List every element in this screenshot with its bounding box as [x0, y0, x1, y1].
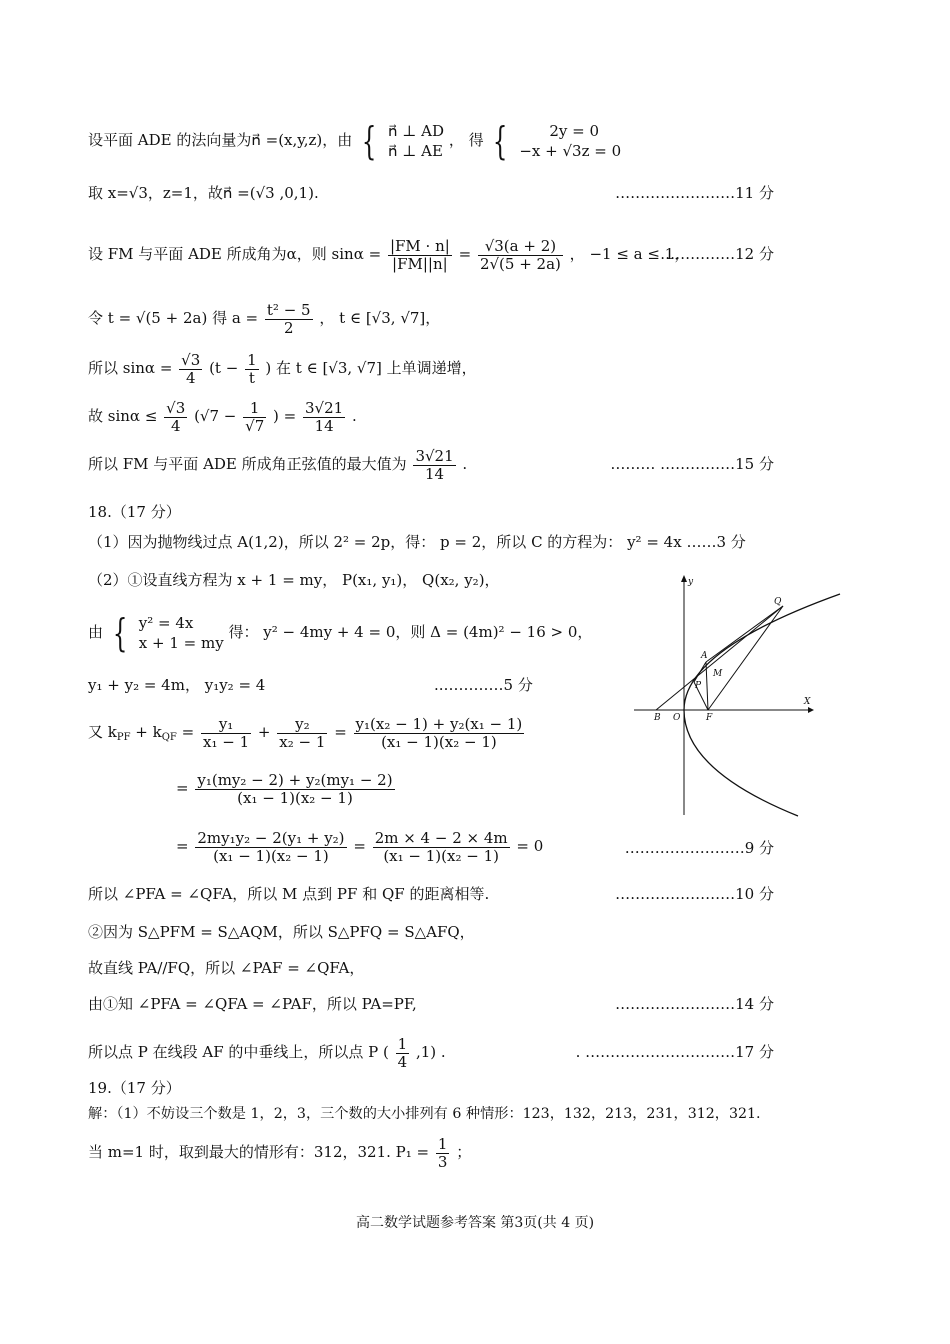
points-14: ……………………14 分: [615, 995, 774, 1013]
label-y: y: [688, 577, 694, 587]
frac-sqrt3-4-den: 4: [185, 368, 196, 387]
points-11: ……………………11 分: [615, 184, 774, 202]
frac-s3a: [195, 830, 346, 865]
frac-k3-den: (x₁ − 1)(x₂ − 1): [381, 732, 497, 751]
bound-line: [88, 394, 357, 438]
frac-max-den: 14: [424, 464, 445, 483]
sub-qf: QF: [161, 732, 177, 743]
pa-pf-line: 由①知 ∠PFA = ∠QFA = ∠PAF，所以 PA=PF,: [88, 995, 417, 1013]
eq-zero: = 0: [516, 837, 544, 855]
frac-third: [436, 1136, 450, 1171]
k-text: 又 k: [88, 723, 117, 741]
frac-1-t: [245, 352, 259, 387]
q18-brace: {: [112, 611, 128, 655]
frac-third-num: 1: [437, 1134, 448, 1153]
parallel-line: 故直线 PA//FQ，所以 ∠PAF = ∠QFA，: [88, 959, 365, 977]
frac-k1-num: y₁: [201, 716, 251, 734]
frac-b3-num: 3√21: [305, 398, 344, 417]
points-10: ……………………10 分: [615, 885, 774, 903]
let-t-text: 令 t = √(5 + 2a) 得 a =: [88, 309, 259, 327]
eq-sign: =: [181, 723, 195, 741]
take-x-line: [88, 183, 319, 203]
t-range-text: ， t ∈ [√3, √7]，: [319, 309, 441, 327]
perp-eq-1: n⃗ ⊥ AD: [388, 122, 445, 140]
frac-max-num: 3√21: [415, 446, 454, 465]
normal-vector-text: 设平面 ADE 的法向量为n⃗ =(x,y,z)，由: [88, 131, 353, 149]
frac-s3a-num: 2my₁y₂ − 2(y₁ + y₂): [197, 828, 345, 847]
system-brace: {: [361, 119, 377, 163]
frac-k2: [277, 716, 327, 751]
frac-s3b-num: 2m × 4 − 2 × 4m: [374, 828, 508, 847]
frac-s2-den: (x₁ − 1)(x₂ − 1): [237, 788, 353, 807]
slope-step3-line: [176, 824, 543, 868]
frac-b2: [243, 400, 266, 435]
q18-system: [139, 613, 224, 653]
equals: =: [458, 245, 472, 263]
q19-part1: 解：（1）不妨设三个数是 1，2，3，三个数的大小排列有 6 种情形：123，132，213，231，312，321.: [88, 1106, 761, 1122]
points-3: ……3 分: [686, 533, 746, 551]
q18-part1: [88, 532, 746, 552]
frac-k1: [201, 716, 251, 751]
parabola-figure: [628, 570, 848, 820]
increasing-line: [88, 346, 477, 390]
slope-sum-line: [88, 710, 526, 754]
frac-max: [413, 448, 455, 483]
so-sin-text: 所以 sinα =: [88, 359, 173, 377]
frac-1-t-den: t: [248, 368, 255, 387]
eq-sign-5: =: [353, 837, 366, 855]
bound-text: 故 sinα ≤: [88, 407, 158, 425]
frac-sqrt3-num: √3(a + 2): [478, 238, 563, 256]
normal-vector-line: [88, 118, 621, 162]
eq-sign-4: =: [176, 837, 189, 855]
system-brace-2: {: [493, 119, 508, 163]
q19-m1-line: [88, 1130, 471, 1174]
frac-t2: [265, 302, 313, 337]
frac-sqrt3-4-num: √3: [181, 350, 201, 369]
line-fa: [706, 662, 708, 710]
label-a: A: [701, 651, 708, 661]
increasing-text: ) 在 t ∈ [√3, √7] 上单调递增，: [265, 359, 477, 377]
label-m: M: [713, 669, 723, 679]
points-12: ……………12 分: [660, 245, 774, 263]
frac-s2: [195, 772, 394, 807]
perp-system: [388, 121, 444, 161]
frac-sqrt3: [478, 238, 563, 273]
frac-b1-num: √3: [166, 398, 186, 417]
frac-b2-num: 1: [243, 400, 266, 418]
label-q: Q: [774, 597, 782, 607]
vieta-line: y₁ + y₂ = 4m， y₁y₂ = 4: [88, 676, 266, 694]
eq-2: −x + √3z = 0: [519, 142, 622, 160]
frac-1-t-num: 1: [247, 350, 257, 369]
label-b: B: [654, 713, 661, 723]
point-p-line: [88, 1030, 446, 1074]
eq-1: 2y = 0: [549, 122, 600, 140]
plus: +: [257, 723, 271, 741]
frac-k3-num: y₁(x₂ − 1) + y₂(x₁ − 1): [355, 714, 523, 733]
range-text: ， −1 ≤ a ≤ 1，: [569, 245, 690, 263]
q18-heading: 18.（17 分）: [88, 503, 181, 521]
close-eq: ) =: [273, 407, 297, 425]
frac-k1-den: x₁ − 1: [203, 732, 250, 751]
sin-alpha-text: 设 FM 与平面 ADE 所成角为α，则 sinα =: [88, 245, 382, 263]
frac-k3: [354, 716, 525, 751]
frac-fm-n: [388, 238, 452, 273]
perp-eq-2: n⃗ ⊥ AE: [388, 142, 443, 160]
angle-equal-line: 所以 ∠PFA = ∠QFA，所以 M 点到 PF 和 QF 的距离相等.: [88, 885, 490, 903]
frac-quarter: [396, 1036, 410, 1071]
frac-sqrt3-den: 2√(5 + 2a): [479, 254, 561, 273]
points-9: ……………………9 分: [624, 839, 774, 857]
q18-quadratic-text: 得： y² − 4my + 4 = 0，则 Δ = (4m)² − 16 > 0，: [228, 623, 593, 641]
point-p-close: ,1) .: [416, 1043, 446, 1061]
max-value-text: 所以 FM 与平面 ADE 所成角正弦值的最大值为: [88, 455, 407, 473]
frac-s3a-den: (x₁ − 1)(x₂ − 1): [213, 846, 329, 865]
frac-t2-num: t² − 5: [266, 300, 311, 319]
point-p-text: 所以点 P 在线段 AF 的中垂线上，所以点 P (: [88, 1043, 389, 1061]
eq-sign-3: =: [176, 779, 189, 797]
frac-b1: [164, 400, 187, 435]
label-f: F: [706, 713, 713, 723]
x-arrow: [808, 707, 814, 713]
period-2: .: [462, 455, 468, 473]
q18-part2: （2）①设直线方程为 x + 1 = my， P(x₁, y₁)， Q(x₂, y₂)，: [88, 571, 500, 589]
frac-quarter-num: 1: [397, 1034, 408, 1053]
t-minus: (t −: [209, 359, 239, 377]
frac-fm-den: |FM||n|: [392, 254, 448, 273]
line-pa: [694, 662, 706, 682]
frac-s3b-den: (x₁ − 1)(x₂ − 1): [383, 846, 499, 865]
take-x-text: 取 x=√3，z=1，故n⃗ =(√3 ,0,1).: [88, 184, 319, 202]
points-17: . …………………………17 分: [575, 1043, 774, 1061]
de-text: ， 得: [448, 131, 484, 149]
page-footer: 高二数学试题参考答案 第3页(共 4 页): [355, 1215, 595, 1231]
sin-alpha-line: [88, 232, 689, 276]
let-t-line: [88, 296, 440, 340]
sqrt7-minus: (√7 −: [194, 407, 237, 425]
line-aq: [706, 606, 783, 662]
frac-b2-den: √7: [245, 416, 265, 435]
label-x: X: [804, 697, 811, 707]
period: .: [352, 407, 357, 425]
q18-part1-text: （1）因为抛物线过点 A(1,2)，所以 2² = 2p，得： p = 2，所以 C 的方程为： y² = 4x: [88, 533, 682, 551]
slope-step2-line: [176, 766, 397, 810]
frac-quarter-den: 4: [397, 1052, 408, 1071]
max-value-line: [88, 442, 467, 486]
frac-s3b: [373, 830, 510, 865]
points-15: ……… ……………15 分: [610, 455, 774, 473]
frac-t2-den: 2: [283, 318, 294, 337]
semicolon: ；: [456, 1143, 472, 1161]
you-text: 由: [88, 623, 104, 641]
q19-heading: 19.（17 分）: [88, 1079, 181, 1097]
sub-pf: PF: [116, 732, 131, 743]
frac-third-den: 3: [437, 1152, 448, 1171]
q18-eq-2: x + 1 = my: [138, 634, 224, 652]
points-5: ..…………5 分: [434, 676, 533, 694]
frac-k2-den: x₂ − 1: [279, 732, 326, 751]
frac-k2-num: y₂: [277, 716, 327, 734]
label-p: P: [695, 681, 702, 691]
frac-fm-num: |FM · n|: [389, 236, 450, 255]
frac-sqrt3-4: [179, 352, 202, 387]
plus-k: + k: [130, 723, 162, 741]
eq-sign-2: =: [334, 723, 347, 741]
eq-system: [519, 121, 621, 161]
frac-b1-den: 4: [170, 416, 181, 435]
frac-b3-den: 14: [314, 416, 334, 435]
frac-b3: [303, 400, 345, 435]
q18-eq-1: y² = 4x: [138, 614, 194, 632]
q18-system-line: [88, 610, 592, 654]
y-arrow: [681, 575, 687, 582]
frac-s2-num: y₁(my₂ − 2) + y₂(my₁ − 2): [197, 770, 393, 789]
label-o: O: [673, 713, 681, 723]
q19-m1-text: 当 m=1 时，取到最大的情形有：312，321. P₁ =: [88, 1143, 430, 1161]
area-line: ②因为 S△PFM = S△AQM，所以 S△PFQ = S△AFQ，: [88, 923, 475, 941]
